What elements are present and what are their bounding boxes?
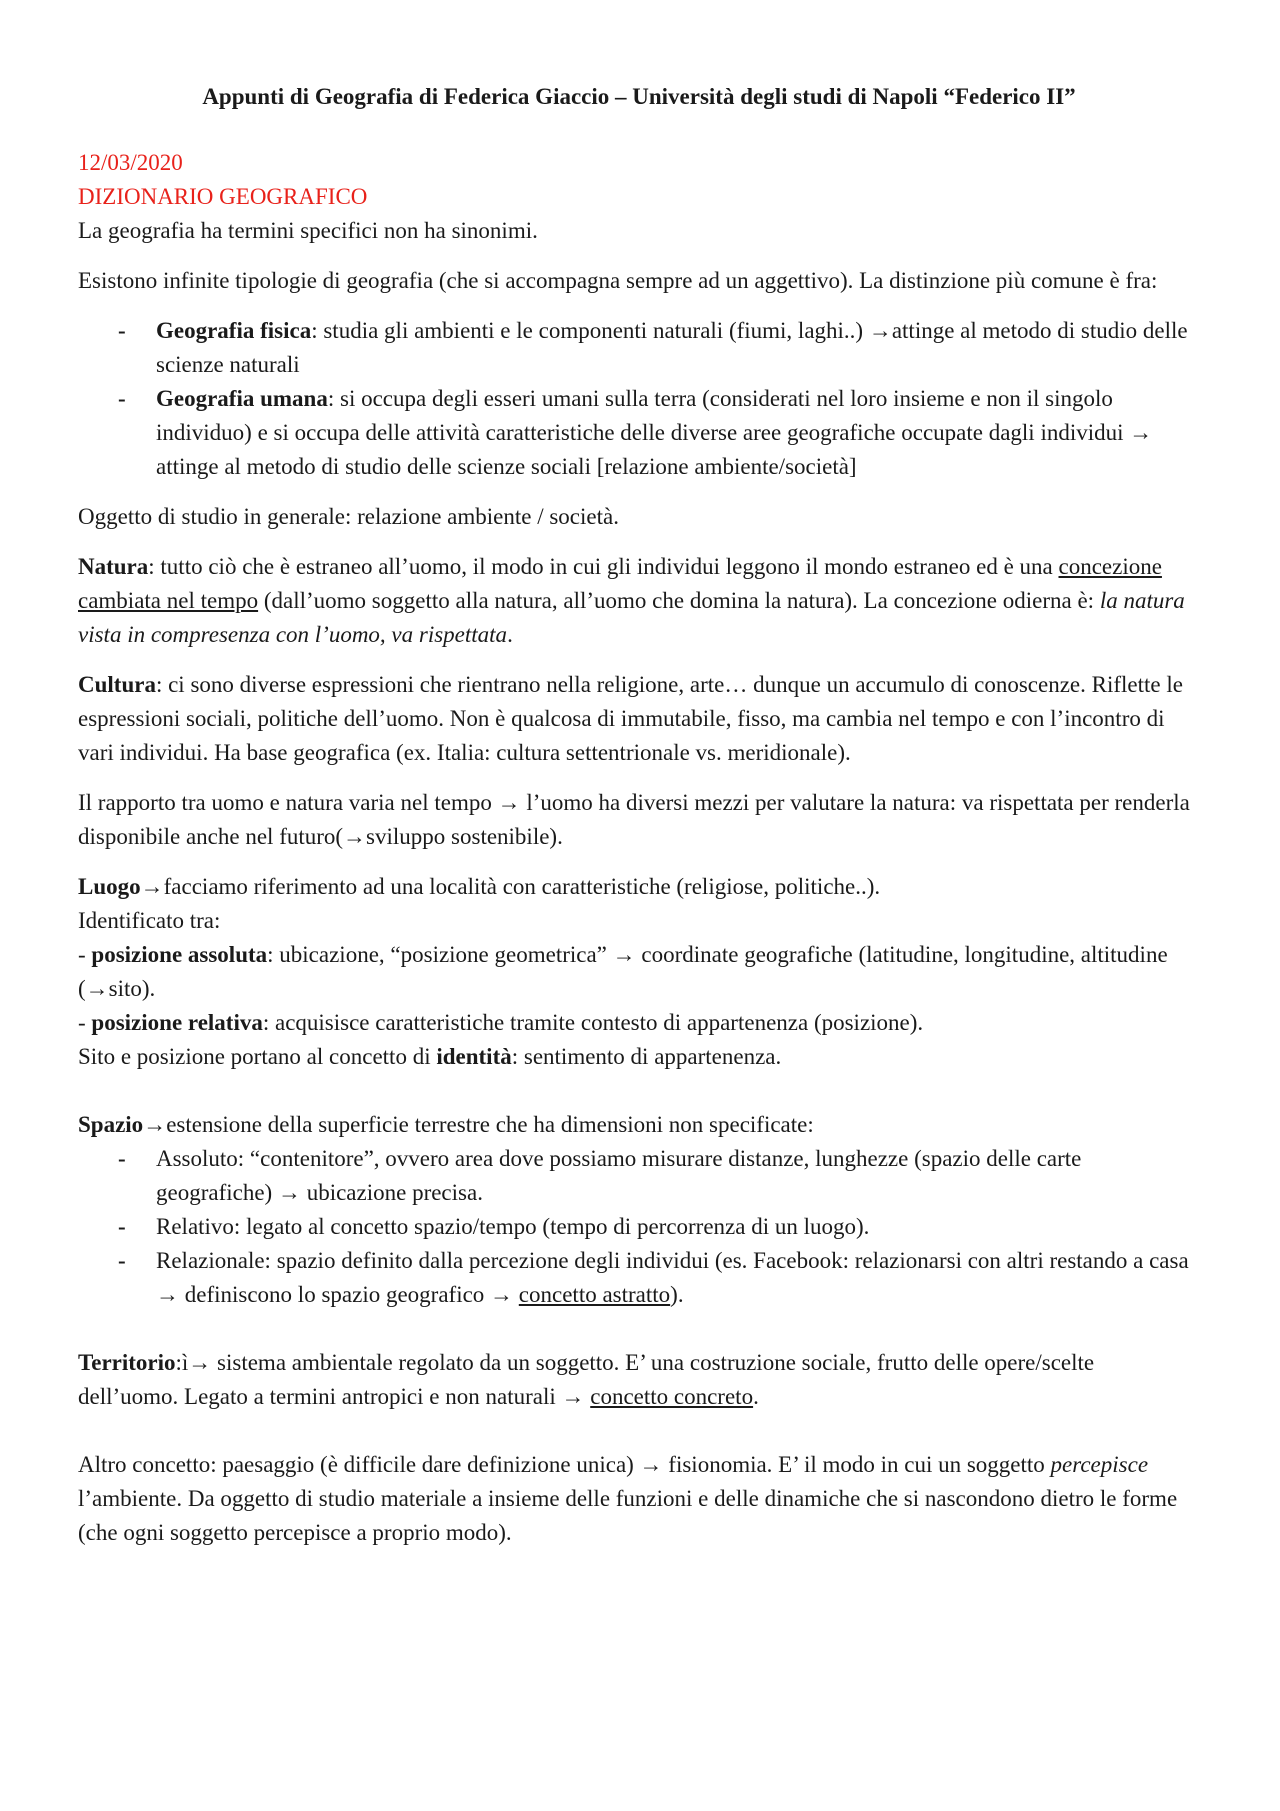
underlined-text: concetto astratto: [518, 1282, 671, 1307]
cultura-paragraph: [78, 668, 1200, 770]
definition: : studia gli ambienti e le componenti naturali (fiumi, laghi..) →attinge al metodo di studio delle scienze naturali: [156, 318, 1188, 377]
dash: -: [78, 942, 92, 967]
term: Luogo: [78, 874, 141, 899]
types-intro: Esistono infinite tipologie di geografia (che si accompagna sempre ad un aggettivo). La distinzione più comune è fra:: [78, 268, 1158, 293]
italic-text: la natura vista in compresenza con l’uomo, va rispettata: [78, 588, 1185, 647]
definition: : tutto ciò che è estraneo all’uomo, il modo in cui gli individui leggono il mondo estraneo ed è una: [148, 554, 1059, 579]
list-item: - Assoluto: “contenitore”, ovvero area dove possiamo misurare distanze, lunghezze (spazio delle carte geografiche) → ubicazione precisa.: [78, 1142, 1200, 1210]
oggetto-paragraph: Oggetto di studio in generale: relazione ambiente / società.: [78, 504, 619, 529]
term: Cultura: [78, 672, 156, 697]
text: Relazionale: spazio definito dalla percezione degli individui (es. Facebook: relazionarsi con altri restando a casa → definiscono lo spazio geografico →: [156, 1248, 1189, 1307]
rapporto-paragraph: Il rapporto tra uomo e natura varia nel tempo → l’uomo ha diversi mezzi per valutare la natura: va rispettata per renderla disponibile anche nel futuro(→sviluppo sostenibile).: [78, 790, 1190, 849]
text: Altro concetto: paesaggio (è difficile dare definizione unica) → fisionomia. E’ il modo in cui un soggetto: [78, 1452, 1051, 1477]
text: Sito e posizione portano al concetto di: [78, 1044, 437, 1069]
list-item: [78, 382, 1200, 484]
date: 12/03/2020: [78, 150, 183, 175]
term: Geografia fisica: [156, 318, 312, 343]
posizione-relativa-line: [78, 1006, 1200, 1040]
definition: : si occupa degli esseri umani sulla terra (considerati nel loro insieme e non il singolo individuo) e si occupa delle attività caratteristiche delle diverse aree geografiche occupate dagli individui → attinge al metodo di studio delle scienze sociali [relazione ambiente/società]: [156, 386, 1153, 479]
term: posizione assoluta: [91, 942, 268, 967]
italic-text: percepisce: [1050, 1452, 1149, 1477]
definition: : ci sono diverse espressioni che rientrano nella religione, arte… dunque un accumulo di conoscenze. Riflette le espressioni sociali, politiche dell’uomo. Non è qualcosa di immutabile, fisso, ma cambia nel tempo e con l’incontro di vari individui. Ha base geografica (ex. Italia: cultura settentrionale vs. meridionale).: [78, 672, 1183, 765]
luogo-block: [78, 870, 1200, 1074]
term: identità: [436, 1044, 512, 1069]
document-title: Appunti di Geografia di Federica Giaccio – Università degli studi di Napoli “Federico II”: [202, 84, 1076, 109]
section-heading: DIZIONARIO GEOGRAFICO: [78, 184, 368, 209]
definition: :ì→ sistema ambientale regolato da un soggetto. E’ una costruzione sociale, frutto delle opere/scelte dell’uomo. Legato a termini antropici e non naturali →: [78, 1350, 1095, 1409]
definition: : ubicazione, “posizione geometrica” → coordinate geografiche (latitudine, longitudine, altitudine (→sito).: [78, 942, 1168, 1001]
geography-types-list: [78, 314, 1200, 484]
identificato-line: Identificato tra:: [78, 908, 221, 933]
luogo-line: [78, 870, 1200, 904]
term: Territorio: [78, 1350, 176, 1375]
list-item: [78, 1244, 1200, 1312]
intro-text: La geografia ha termini specifici non ha sinonimi.: [78, 218, 538, 243]
identita-line: [78, 1040, 1200, 1074]
text: l’ambiente. Da oggetto di studio materiale a insieme delle funzioni e delle dinamiche che si nascondono dietro le forme (che ogni soggetto percepisce a proprio modo).: [78, 1486, 1178, 1545]
term: Natura: [78, 554, 149, 579]
definition: →facciamo riferimento ad una località con caratteristiche (religiose, politiche..).: [140, 874, 881, 899]
paesaggio-paragraph: [78, 1448, 1200, 1550]
list-item: - Relativo: legato al concetto spazio/tempo (tempo di percorrenza di un luogo).: [78, 1210, 1200, 1244]
dash: -: [78, 1010, 92, 1035]
list-item: [78, 314, 1200, 382]
posizione-assoluta-line: [78, 938, 1200, 1006]
underlined-text: concezione cambiata nel tempo: [78, 554, 1162, 613]
definition: : acquisisce caratteristiche tramite contesto di appartenenza (posizione).: [262, 1010, 924, 1035]
punctuation: ).: [670, 1282, 684, 1307]
punctuation: .: [753, 1384, 759, 1409]
definition: (dall’uomo soggetto alla natura, all’uomo che domina la natura). La concezione odierna è:: [258, 588, 1100, 613]
term: Geografia umana: [156, 386, 328, 411]
text: : sentimento di appartenenza.: [511, 1044, 782, 1069]
term: posizione relativa: [91, 1010, 263, 1035]
spazio-line: [78, 1108, 1200, 1142]
spazio-block: [78, 1108, 1200, 1312]
territorio-paragraph: [78, 1346, 1200, 1414]
term: Spazio: [78, 1112, 144, 1137]
natura-paragraph: [78, 550, 1200, 652]
punctuation: .: [507, 622, 513, 647]
definition: →estensione della superficie terrestre che ha dimensioni non specificate:: [143, 1112, 814, 1137]
underlined-text: concetto concreto: [590, 1384, 754, 1409]
spazio-list: [78, 1142, 1200, 1312]
